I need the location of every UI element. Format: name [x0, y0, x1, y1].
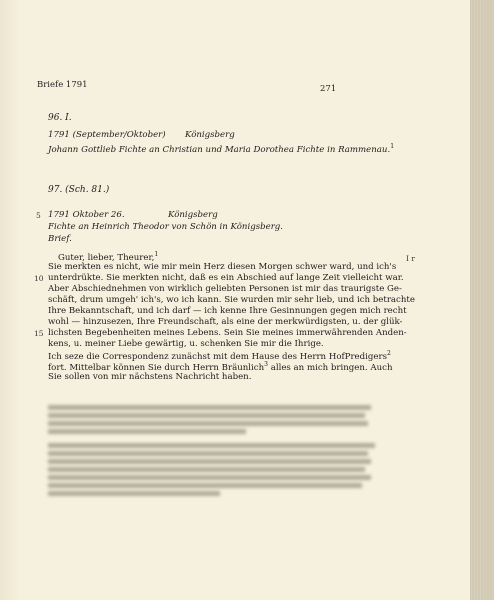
body-line: Ich seze die Correspondenz zunächst mit dem Hause des Herrn HofPredigers$^2$	[48, 350, 391, 362]
line-number: 10	[34, 274, 44, 283]
body-line: unterdrükte. Sie merkten nicht, daß es ein Abschied auf lange Zeit vielleicht war.	[48, 273, 404, 283]
footnote-marker: 1	[154, 251, 159, 258]
gutter-shadow	[0, 0, 20, 600]
body-line: schäft, drum umgeh' ich's, wo ich kann. Sie wurden mir sehr lieb, und ich betrachte	[48, 295, 415, 305]
body-line: Sie sollen von mir nächstens Nachricht haben.	[48, 372, 252, 382]
letter-form: Brief.	[48, 234, 72, 244]
letter-number: 96. I.	[48, 113, 72, 123]
running-head: Briefe 1791	[37, 80, 88, 90]
footnote-marker: 1	[390, 143, 395, 150]
letter-place: Königsberg	[168, 210, 218, 220]
body-line: lichsten Begebenheiten meines Lebens. Sein Sie meines immerwährenden Anden-	[48, 328, 407, 338]
body-line: fort. Mittelbar können Sie durch Herrn Bräunlich$^3$ alles an mich bringen. Auch	[48, 361, 393, 373]
body-line: Ihre Bekanntschaft, und ich darf — ich kenne Ihre Gesinnungen gegen mich recht	[48, 306, 407, 316]
letter-correspondents: Johann Gottlieb Fichte an Christian und Maria Dorothea Fichte in Rammenau.$^1$	[48, 143, 395, 155]
margin-note: I r	[406, 254, 415, 263]
blurred-footnotes-block	[48, 440, 378, 499]
letter-date: 1791 Oktober 26.	[48, 210, 125, 220]
page-stack-edge	[470, 0, 494, 600]
footnote-marker: 3	[264, 361, 268, 368]
blurred-footnotes-block	[48, 402, 378, 437]
letter-correspondents: Fichte an Heinrich Theodor von Schön in Königsberg.	[48, 222, 284, 232]
footnote-marker: 2	[387, 350, 391, 357]
letter-place: Königsberg	[185, 130, 235, 140]
body-line: kens, u. meiner Liebe gewärtig, u. schenken Sie mir die Ihrige.	[48, 339, 324, 349]
letter-date: 1791 (September/Oktober)	[48, 130, 166, 140]
page-number: 271	[320, 84, 337, 94]
body-line: wohl — hinzusezen, Ihre Freundschaft, als eine der merkwürdigsten, u. der glük-	[48, 317, 403, 327]
body-line: Aber Abschiednehmen von wirklich geliebten Personen ist mir das traurigste Ge-	[48, 284, 402, 294]
letter-number: 97. (Sch. 81.)	[48, 185, 110, 195]
body-line: Sie merkten es nicht, wie mir mein Herz diesen Morgen schwer ward, und ich's	[48, 262, 397, 272]
line-number: 5	[36, 211, 41, 220]
letter-salutation: Guter, lieber, Theurer,$^1$	[58, 251, 159, 263]
line-number: 15	[34, 329, 44, 338]
